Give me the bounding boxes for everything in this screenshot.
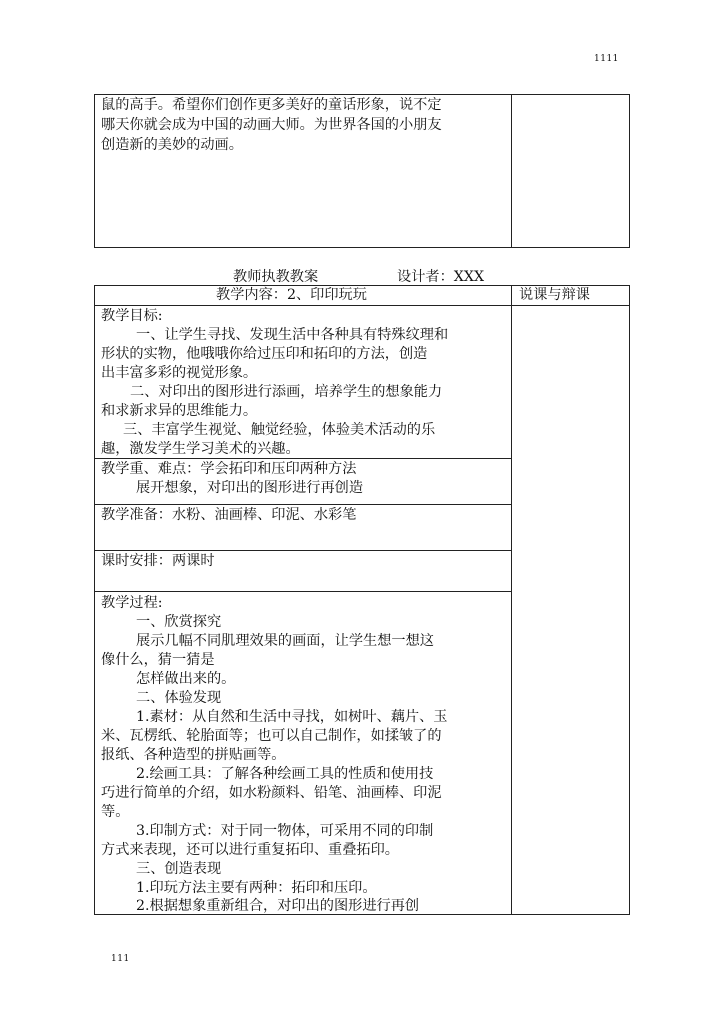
main-table-divider (511, 286, 512, 914)
process-line: 像什么，猜一猜是 (101, 652, 215, 668)
process-line: 方式来表现，还可以进行重复拓印、重叠拓印。 (101, 842, 399, 858)
top-table (94, 94, 630, 248)
page-number-top: 1111 (594, 54, 619, 64)
page-number-bottom: 111 (111, 954, 130, 964)
main-table (94, 285, 630, 915)
process-line: 三、创造表现 (136, 861, 222, 877)
goal-line: 二、对印出的图形进行添画，培养学生的想象能力 (130, 384, 443, 400)
side-heading: 说课与辩课 (519, 287, 590, 303)
process-line: 等。 (101, 804, 130, 820)
schedule-line: 课时安排：两课时 (101, 553, 215, 569)
top-table-divider (511, 95, 512, 247)
process-line: 二、体验发现 (136, 690, 222, 706)
row-divider-keypoints (94, 504, 511, 505)
goal-line: 形状的实物，他哦哦你给过压印和拓印的方法，创造 (101, 346, 428, 362)
process-line: 巧进行简单的介绍，如水粉颜料、铅笔、油画棒、印泥 (101, 785, 442, 801)
goal-line: 趣，激发学生学习美术的兴趣。 (101, 441, 300, 457)
goals-heading: 教学目标: (101, 308, 163, 324)
process-line: 2.绘画工具：了解各种绘画工具的性质和使用技 (136, 766, 434, 782)
goal-line: 和求新求异的思维能力。 (101, 403, 258, 419)
process-line: 报纸、各种造型的拼贴画等。 (101, 747, 286, 763)
process-line: 3.印制方式：对于同一物体，可采用不同的印制 (136, 823, 434, 839)
process-line: 一、欣赏探究 (136, 614, 222, 630)
goal-line: 出丰富多彩的视觉形象。 (101, 365, 258, 381)
row-divider-preparation (94, 550, 511, 551)
designer-label: 设计者：XXX (397, 269, 485, 285)
goal-line: 三、丰富学生视觉、触觉经验，体验美术活动的乐 (123, 422, 436, 438)
top-table-line-1: 鼠的高手。希望你们创作更多美好的童话形象，说不定 (101, 97, 442, 113)
content-heading: 教学内容：2、印印玩玩 (216, 287, 367, 303)
preparation-line: 教学准备：水粉、油画棒、印泥、水彩笔 (101, 507, 357, 523)
key-points-line: 展开想象，对印出的图形进行再创造 (136, 480, 364, 496)
process-line: 1.素材：从自然和生活中寻找，如树叶、藕片、玉 (136, 709, 448, 725)
top-table-line-3: 创造新的美妙的动画。 (101, 137, 243, 153)
row-divider-schedule (94, 591, 511, 592)
goal-line: 一、让学生寻找、发现生活中各种具有特殊纹理和 (136, 327, 449, 343)
top-table-line-2: 哪天你就会成为中国的动画大师。为世界各国的小朋友 (101, 117, 442, 133)
row-divider-heading (94, 305, 630, 306)
process-line: 1.印玩方法主要有两种：拓印和压印。 (136, 880, 377, 896)
lesson-plan-title: 教师执教教案 (233, 269, 319, 285)
process-line: 展示几幅不同肌理效果的画面，让学生想一想这 (136, 633, 434, 649)
process-heading: 教学过程: (101, 595, 163, 611)
process-line: 2.根据想象重新组合，对印出的图形进行再创 (136, 898, 420, 914)
process-line: 怎样做出来的。 (136, 671, 236, 687)
key-points-line: 教学重、难点：学会拓印和压印两种方法 (101, 461, 357, 477)
process-line: 米、瓦楞纸、轮胎面等；也可以自己制作，如揉皱了的 (101, 728, 442, 744)
